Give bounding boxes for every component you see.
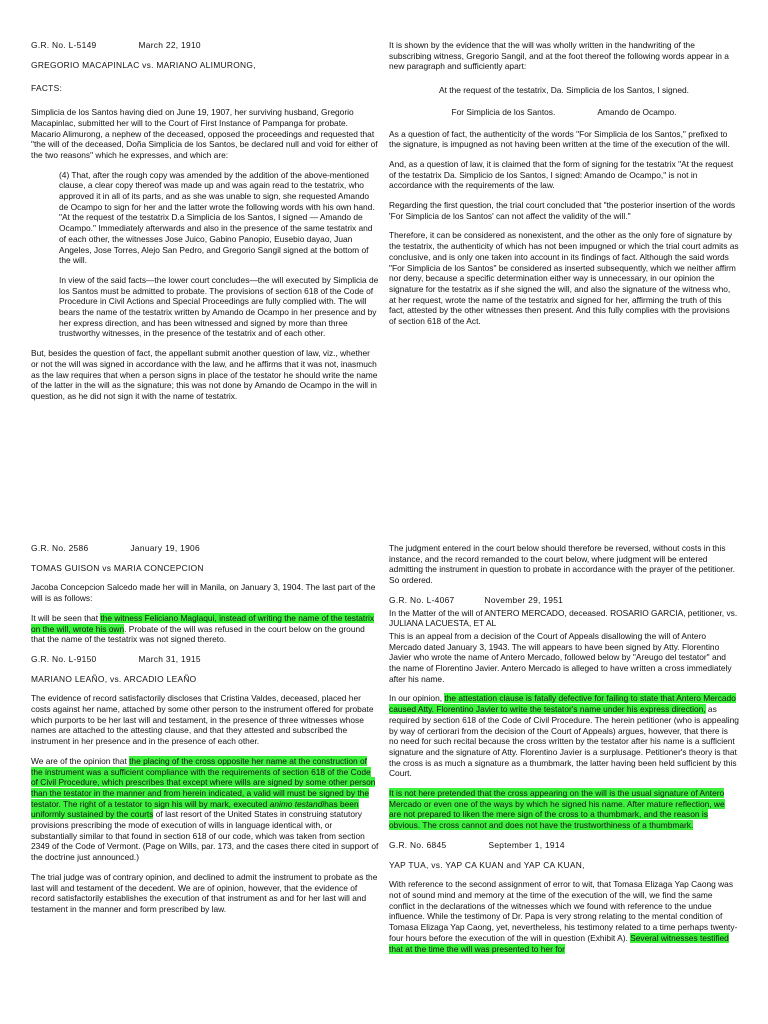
case-date: September 1, 1914: [488, 839, 565, 850]
paragraph: It is shown by the evidence that the will was wholly written in the handwriting of the subscribing witness, Gregorio Sangil, and at the foot thereof the following words appear in a new paragraph and sufficiently apart:: [389, 40, 729, 72]
bottom-right-column: [389, 543, 739, 963]
case-number: G.R. No. L-9150: [31, 653, 97, 664]
case-number: G.R. No. L-4067: [389, 594, 455, 605]
highlighted-text: Several witnesses testified that at the time the will was presented to her for: [389, 932, 729, 954]
quoted-paragraph: In view of the said facts—the lower court concludes—the will executed by Simplicia de los Santos must be admitted to probate. The provisions of section 618 of the Code of Procedure in Civil Actions and Special Proceedings are fully complied with. The will bears the name of the testatrix written by Amando de Ocampo in her presence and by her express direction, and has been witnessed and signed by more than three trustworthy witnesses, in the presence of the testatrix and of each other.: [59, 274, 379, 339]
paragraph: The judgment entered in the court below should therefore be reversed, without costs in this instance, and the record remanded to the court below, where judgment will be entered admitting the instrument in question to probate in accordance with the prayer of the petitioner. So ordered.: [389, 543, 735, 586]
case-date: November 29, 1951: [484, 594, 564, 605]
paragraph: [389, 879, 739, 954]
case-header: [389, 595, 739, 606]
bottom-left-column: [31, 543, 379, 924]
text: It will be seen that: [31, 612, 101, 623]
quoted-signature: Amando de Ocampo.: [597, 106, 677, 117]
text: as required by section 618 of the Code of Civil Procedure. The herein petitioner (who is appealing by way of certiorari from the decision of the Court of Appeals) argues, however, that there is no need for such recital because the cross written by the testator after his name is a sufficient signature and the signature of Atty. Florentino Javier is a surplusage. Petitioner's theory is that the cross is as much a signature as a thumbmark, the latter having been held sufficient by this Court.: [389, 704, 739, 779]
text: With reference to the second assignment of error to wit, that Tomasa Elizaga Yap Caong was not of sound mind and memory at the time of the execution of the will, we find the same conflict in the declarations of the witnesses which we found with reference to the undue influence. While the testimony of Dr. Papa is very strong relating to the mental condition of Tomasa Elizaga Yap Caong, yet, nevertheless, his testimony related to a time perhaps twenty-four hours before the execution of the will in question (Exhibit A).: [389, 879, 738, 943]
paragraph: As a question of fact, the authenticity of the words "For Simplicia de los Santos," prefixed to the signature, is impugned as not having been written at the time of the execution of the will.: [389, 128, 730, 150]
paragraph: The evidence of record satisfactorily discloses that Cristina Valdes, deceased, placed her costs against her name, attached by some other person to the instrument offered for probate which purports to be her last will and testament, in the presence of three witnesses whose names are attached to the attesting clause, and that they attested and subscribed the instrument in her presence and in the presence of each other.: [31, 693, 374, 747]
highlighted-italic-text: animo testandi: [269, 798, 325, 809]
paragraph: Regarding the first question, the trial court concluded that "the posterior insertion of the words 'For Simplicia de los Santos' can not affect the validity of the will.": [389, 200, 736, 221]
paragraph: Simplicia de los Santos having died on June 19, 1907, her surviving husband, Gregorio Macapinlac, submitted her will to the Court of First Instance of Pampanga for probate. Macario Alimurong, a nephew of the deceased, opposed the proceedings and requested that "the will of the deceased, Doña Simplicia de los Santos, be declared null and void for either of the two reasons" which he expresses, and which are:: [31, 107, 378, 160]
case-date: March 31, 1915: [138, 653, 201, 664]
facts-heading: FACTS:: [31, 83, 63, 94]
quoted-line: [389, 107, 739, 118]
text: . Probate of the will was refused in the court below on the ground that the name of the testatrix was not signed thereto.: [31, 623, 365, 645]
text: We are of the opinion that: [31, 755, 130, 766]
highlighted-text: has been uniformly sustained by the courts: [31, 798, 359, 820]
paragraph: Therefore, it can be considered as nonexistent, and the other as the only fore of signature by the testatrix, the authenticity of which has not been impugned or which the trial court admits as conclusive, and is only one taken into account in its findings of fact. Although the said words "For Simplicia de los Santos" be considered as inserted subsequently, which we neither affirm nor deny, because a specific determination either way is unnecessary, in our opinion the signature for the testatrix as if she signed the will, and also the signature of the witness who, at her request, wrote the name of the testatrix and signed for her, affirming the truth of this fact, attested by the other witnesses then present. And this fully complies with the provisions of section 618 of the Act.: [389, 230, 739, 327]
case-number: G.R. No. 6845: [389, 839, 447, 850]
highlighted-text: the attestation clause is fatally defective for failing to state that Antero Mercado caused Atty. Florentino Javier to write the testator's name under his express direction,: [389, 693, 736, 715]
case-title: In the Matter of the will of ANTERO MERCADO, deceased. ROSARIO GARCIA, petitioner, vs. JULIANA LACUESTA, ET AL: [389, 607, 738, 629]
paragraph: Jacoba Concepcion Salcedo made her will in Manila, on January 3, 1904. The last part of the will is as follows:: [31, 582, 376, 604]
highlighted-text: the placing of the cross opposite her name at the construction of the instrument was a sufficient compliance with the requirements of section 618 of the Code of Civil Procedure, which prescribes that except where wills are signed by some other person than the testator in the manner and from herein indicated, a valid will must be signed by the testator. The right of a testator to sign his will by mark, executed: [31, 755, 376, 809]
highlighted-text: It is not here pretended that the cross appearing on the will is the usual signature of Antero Mercado or even one of the ways by which he signed his name. After mature reflection, we are not prepared to liken the mere sign of the cross to a thumbmark, and the reason is obvious. The cross cannot and does not have the trustworthiness of a thumbmark.: [389, 788, 725, 831]
case-number: G.R. No. L-5149: [31, 40, 97, 50]
case-title: MARIANO LEAÑO, vs. ARCADIO LEAÑO: [31, 673, 197, 684]
paragraph: But, besides the question of fact, the appellant submit another question of law, viz., whether or not the will was signed in accordance with the law, and he affirms that it was not, inasmuch as the law requires that when a person signs in place of the testator he should write the name of the latter in the will as the signature; this was not done by Amando de Ocampo in the will in question, as he did not sign it with the name of testatrix.: [31, 348, 378, 401]
case-number: G.R. No. 2586: [31, 543, 89, 553]
paragraph: [389, 788, 739, 831]
case-date: January 19, 1906: [130, 543, 200, 553]
quoted-line: At the request of the testatrix, Da. Simplicia de los Santos, I signed.: [439, 85, 689, 96]
paragraph: [389, 693, 739, 779]
top-right-column: [389, 40, 739, 336]
case-header: [31, 543, 379, 554]
case-header: [389, 840, 739, 851]
quoted-paragraph: (4) That, after the rough copy was amended by the addition of the above-mentioned clause, a clear copy thereof was made up and was again read to the testatrix, who approved it in all of its parts, and as she was unable to sign, she requested Amando de Ocampo to sign for her and the latter wrote the following words with his own hand. "At the request of the testatrix D.a Simplicia de los Santos, I signed — Amando de Ocampo." Immediately afterwards and also in the presence of the same testatrix and of each other, the witnesses Jose Juico, Gabino Panopio, Eusebio dayao, Juan Angeles, Jose Torres, Alejo San Pedro, and Gregorio Sangil signed at the bottom of the will.: [59, 169, 375, 266]
highlighted-text: the witness Feliciano Maglaqui, instead of writing the name of the testatrix on the will, wrote his own: [31, 612, 375, 634]
paragraph: [31, 756, 379, 863]
paragraph: The trial judge was of contrary opinion, and declined to admit the instrument to probate as the last will and testament of the decedent. We are of opinion, however, that the evidence of record satisfactorily establishes the execution of that instrument as and for her last will and testament in the manner and form prescribed by law.: [31, 871, 378, 914]
case-title: TOMAS GUISON vs MARIA CONCEPCION: [31, 562, 204, 573]
case-title: GREGORIO MACAPINLAC vs. MARIANO ALIMURONG,: [31, 59, 256, 70]
case-header: [31, 40, 379, 51]
top-left-column: [31, 40, 379, 411]
case-date: March 22, 1910: [138, 40, 201, 50]
paragraph: This is an appeal from a decision of the Court of Appeals disallowing the will of Antero Mercado dated January 3, 1943. The will appears to have been signed by Atty. Florentino Javier who wrote the name of Antero Mercado, followed below by "Areugo del testator" and the name of Florentino Javier. Antero Mercado is alleged to have written a cross immediately after his name.: [389, 630, 732, 684]
paragraph: [31, 613, 379, 645]
quoted-name: For Simplicia de los Santos.: [451, 106, 556, 117]
text: In our opinion,: [389, 693, 445, 704]
case-title: YAP TUA, vs. YAP CA KUAN and YAP CA KUAN,: [389, 859, 585, 870]
text: of last resort of the United States in construing statutory provisions prescribing the mode of execution of wills in language identical with, or substantially similar to that found in section 618 of our code, which was taken from section 2349 of the Code of Vermont. (Page on Wills, par. 173, and the cases there cited in support of the doctrine just announced.): [31, 809, 379, 863]
paragraph: And, as a question of law, it is claimed that the form of signing for the testatrix "At the request of the testatrix Da. Simplicio de los Santos, I signed: Amando de Ocampo," is not in accordance with the requirements of the law.: [389, 158, 734, 191]
case-header: [31, 654, 379, 665]
